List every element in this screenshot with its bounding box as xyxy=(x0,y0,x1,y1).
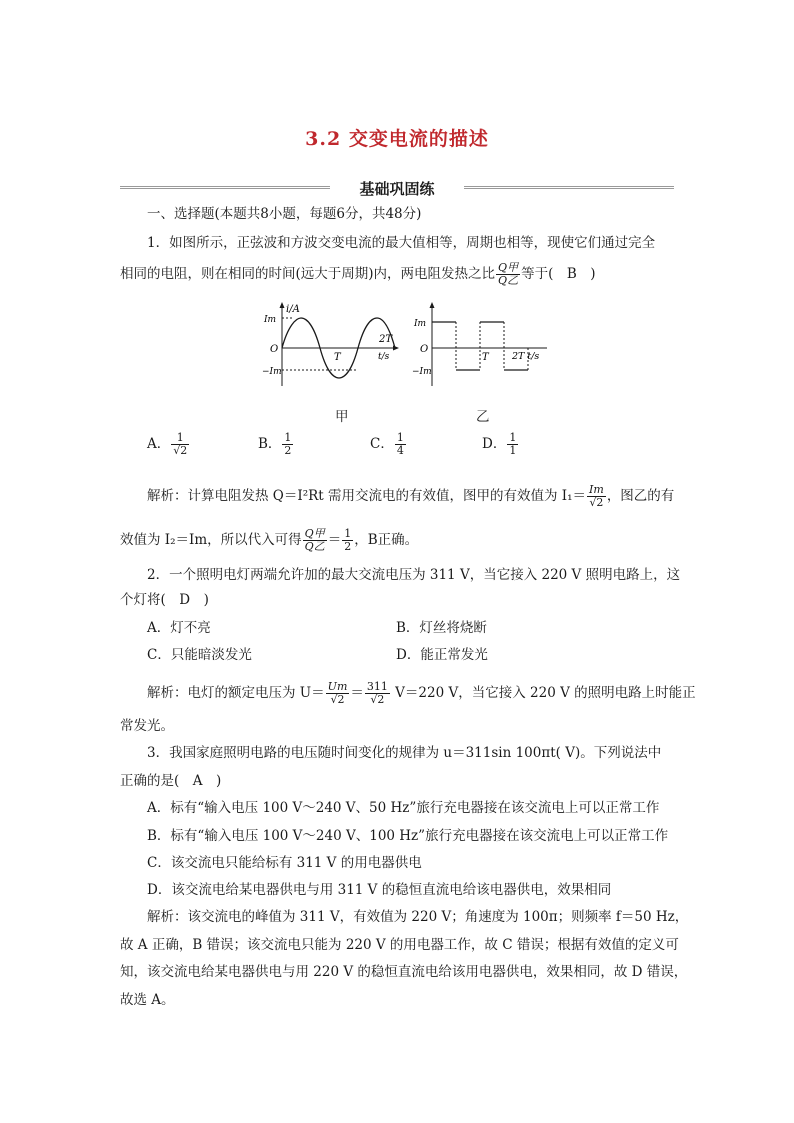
section-header xyxy=(120,178,674,198)
q1-ratio-denominator: Q乙 xyxy=(498,274,519,287)
q1-ratio-fraction xyxy=(496,262,520,287)
q3-analysis-line1: 解析：该交流电的峰值为 311 V，有效值为 220 V；角速度为 100π；则频率 f＝50 Hz， xyxy=(147,909,689,925)
sine-x-unit: t/s xyxy=(378,352,390,362)
q3-text-line1: 3．我国家庭照明电路的电压随时间变化的规律为 u＝311sin 100πt( V)。下列说法中 xyxy=(147,745,662,761)
sine-T-label: T xyxy=(334,352,341,363)
square-neg-im-label: −Im xyxy=(412,367,432,377)
sine-neg-im-label: −Im xyxy=(262,367,282,377)
q3-option-b: B．标有“输入电压 100 V～240 V、100 Hz”旅行充电器接在该交流电上可以正常工作 xyxy=(147,828,669,844)
section-title: 基础巩固练 xyxy=(359,180,435,198)
part-header: 一、选择题(本题共8小题，每题6分，共48分) xyxy=(147,206,422,222)
q3-analysis-line3: 知，该交流电给某电器供电与用 220 V 的稳恒直流电给该用电器供电，效果相同，故 D 错误， xyxy=(120,964,688,980)
q3-analysis-line4: 故选 A。 xyxy=(120,992,175,1008)
sine-origin-label: O xyxy=(270,344,279,355)
q3-option-a: A．标有“输入电压 100 V～240 V、50 Hz”旅行充电器接在该交流电上可以正常工作 xyxy=(147,800,660,816)
q3-option-d: D．该交流电给某电器供电与用 311 V 的稳恒直流电给该电器供电，效果相同 xyxy=(147,882,612,898)
q3-analysis-line2: 故 A 正确，B 错误；该交流电只能为 220 V 的用电器工作，故 C 错误；根据有效值的定义可 xyxy=(120,937,679,953)
q3-text-line2: 正确的是( A ) xyxy=(120,773,222,789)
sine-y-label: i/A xyxy=(286,304,300,315)
fig-caption-left: 甲 xyxy=(335,409,349,425)
q1-text-line1: 1．如图所示，正弦波和方波交变电流的最大值相等，周期也相等，现使它们通过完全 xyxy=(147,235,656,251)
q2-option-d: D．能正常发光 xyxy=(396,647,488,663)
q1-text-line2 xyxy=(120,262,596,287)
square-origin-label: O xyxy=(420,344,429,355)
square-T-label: T xyxy=(482,352,489,363)
sine-wave-graph xyxy=(262,302,399,386)
q1-ratio-numerator: Q甲 xyxy=(498,261,519,274)
q2-option-b: B．灯丝将烧断 xyxy=(396,620,487,636)
q1-analysis-line2: 效值为 I₂＝Im，所以代入可得 $\frac{\text{Q甲}}{\text{Q乙}}$ ＝ $\frac{1}{2}$ ，B正确。 xyxy=(120,527,419,553)
q2-option-a: A．灯不亮 xyxy=(147,620,211,636)
q1-figure xyxy=(262,300,552,396)
square-wave-graph xyxy=(412,302,547,386)
q2-text-line2: 个灯将( D ) xyxy=(120,592,209,608)
sine-im-label: Im xyxy=(264,315,277,325)
q2-option-c: C．只能暗淡发光 xyxy=(147,647,252,663)
section-rule-right xyxy=(464,186,674,190)
q2-text-line1: 2．一个照明电灯两端允许加的最大交流电压为 311 V，当它接入 220 V 照明电路上，这 xyxy=(147,567,681,583)
q1-analysis-line1: 解析：计算电阻发热 Q＝I²Rt 需用交流电的有效值，图甲的有效值为 I₁＝ $\frac{Im}{√2}$ ，图乙的有 xyxy=(147,483,675,509)
q3-option-c: C．该交流电只能给标有 311 V 的用电器供电 xyxy=(147,855,422,871)
fig-caption-right: 乙 xyxy=(476,409,490,425)
sine-y-arrow xyxy=(280,302,285,308)
page-title: 3.2 交变电流的描述 xyxy=(305,128,489,150)
q2-analysis-line2: 常发光。 xyxy=(120,718,174,734)
q1-option-c: C． $\frac{1}{4}$ xyxy=(370,431,404,457)
q2-analysis-line1: 解析：电灯的额定电压为 U＝ $\frac{Um}{√2}$ ＝ $\frac{311}{√2}$ V＝220 V，当它接入 220 V 的照明电路上时能正 xyxy=(147,680,696,706)
sine-2T-label: 2T xyxy=(379,334,393,345)
q1-text-line2-a: 相同的电阻，则在相同的时间(远大于周期)内，两电阻发热之比 xyxy=(120,266,496,282)
square-2T-label: 2T t/s xyxy=(512,351,540,362)
q1-option-d: D． $\frac{1}{1}$ xyxy=(482,431,517,457)
q1-option-a: A． $\frac{1}{√2}$ xyxy=(147,431,188,457)
square-y-arrow xyxy=(430,302,435,308)
square-im-label: Im xyxy=(414,319,427,329)
q1-text-line2-b: 等于( B ) xyxy=(521,266,596,282)
q1-option-b: B． $\frac{1}{2}$ xyxy=(258,431,292,457)
